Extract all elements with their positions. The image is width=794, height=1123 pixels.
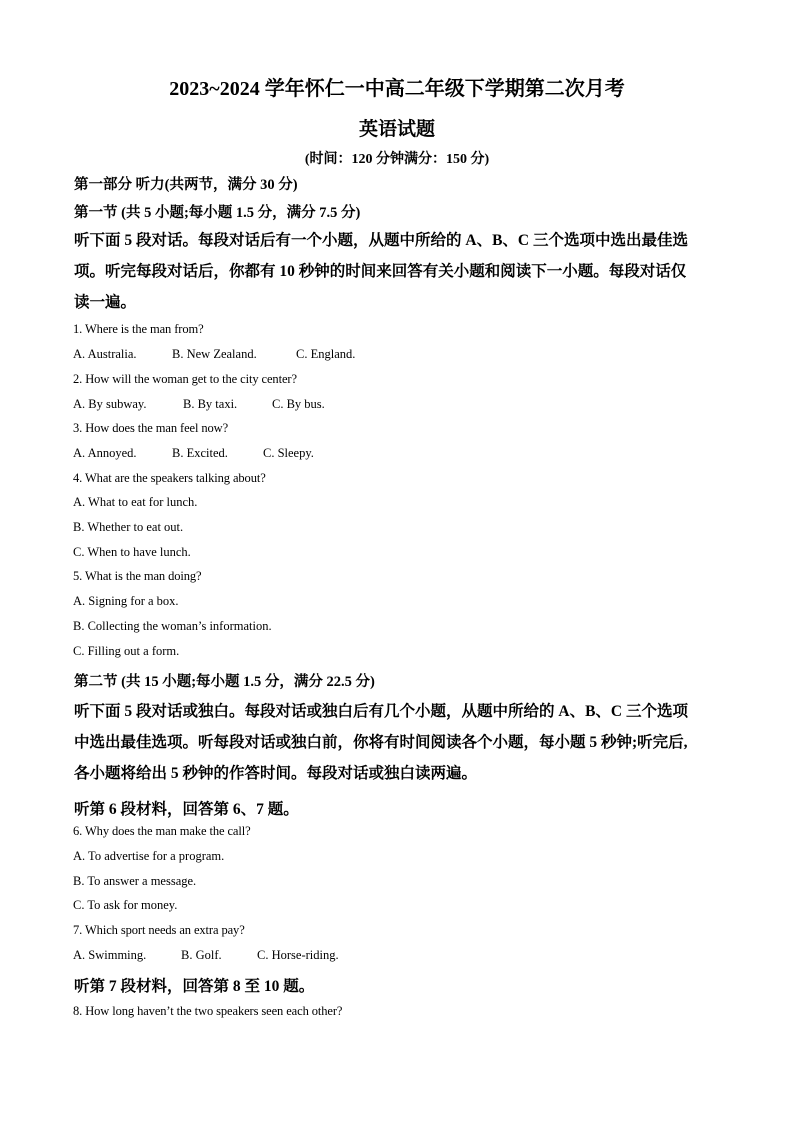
directions-line: 听下面 5 段对话或独白。每段对话或独白后有几个小题，从题中所给的 A、B、C 三个选项: [74, 703, 688, 720]
option-c: C. By bus.: [272, 397, 325, 411]
option-c: C. When to have lunch.: [73, 545, 191, 559]
option-b: B. To answer a message.: [73, 874, 197, 888]
option-c: C. Horse-riding.: [257, 948, 339, 962]
option-c: C. Filling out a form.: [73, 644, 180, 658]
question-stem: 4. What are the speakers talking about?: [73, 471, 266, 485]
section2-heading: 第二节 (共 15 小题;每小题 1.5 分，满分 22.5 分): [74, 674, 375, 690]
question-stem: 7. Which sport needs an extra pay?: [73, 923, 245, 937]
options-row: [73, 347, 355, 362]
directions-line: 中选出最佳选项。听每段对话或独白前，你将有时间阅读各个小题，每小题 5 秒钟;听完后,: [74, 734, 688, 751]
question-stem: 3. How does the man feel now?: [73, 421, 229, 435]
exam-subject: 英语试题: [358, 119, 435, 140]
options-row: [73, 446, 314, 461]
option-a: A. What to eat for lunch.: [73, 495, 198, 509]
question-stem: 6. Why does the man make the call?: [73, 824, 251, 838]
option-b: B. Excited.: [172, 446, 228, 460]
material-heading: 听第 7 段材料，回答第 8 至 10 题。: [74, 978, 315, 995]
part1-heading: 第一部分 听力(共两节，满分 30 分): [74, 177, 298, 193]
option-b: B. Golf.: [181, 948, 222, 962]
option-a: A. Swimming.: [73, 948, 147, 962]
section1-directions: [74, 225, 724, 318]
question-stem: 1. Where is the man from?: [73, 322, 204, 336]
question-stem: 5. What is the man doing?: [73, 569, 202, 583]
options-row: [73, 397, 325, 412]
section2-directions: [74, 696, 724, 789]
option-a: A. Signing for a box.: [73, 594, 179, 608]
option-c: C. England.: [296, 347, 356, 361]
directions-line: 读一遍。: [74, 294, 137, 311]
directions-line: 各小题将给出 5 秒钟的作答时间。每段对话或独白读两遍。: [74, 765, 478, 782]
option-a: A. By subway.: [73, 397, 147, 411]
option-c: C. To ask for money.: [73, 898, 178, 912]
directions-line: 听下面 5 段对话。每段对话后有一个小题，从题中所给的 A、B、C 三个选项中选出最佳选: [74, 232, 688, 249]
exam-title: 2023~2024 学年怀仁一中高二年级下学期第二次月考: [169, 78, 625, 100]
material-heading: 听第 6 段材料，回答第 6、7 题。: [74, 801, 299, 818]
option-b: B. Whether to eat out.: [73, 520, 184, 534]
question-stem: 8. How long haven’t the two speakers seen each other?: [73, 1004, 343, 1018]
option-b: B. Collecting the woman’s information.: [73, 619, 272, 633]
option-a: A. To advertise for a program.: [73, 849, 225, 863]
directions-line: 项。听完每段对话后，你都有 10 秒钟的时间来回答有关小题和阅读下一小题。每段对话仅: [74, 263, 687, 280]
options-row: [73, 948, 339, 963]
section1-heading: 第一节 (共 5 小题;每小题 1.5 分，满分 7.5 分): [74, 205, 361, 221]
option-c: C. Sleepy.: [263, 446, 314, 460]
option-a: A. Australia.: [73, 347, 137, 361]
exam-meta: (时间：120 分钟满分：150 分): [304, 152, 490, 167]
option-a: A. Annoyed.: [73, 446, 137, 460]
option-b: B. New Zealand.: [172, 347, 257, 361]
question-stem: 2. How will the woman get to the city center?: [73, 372, 297, 386]
option-b: B. By taxi.: [183, 397, 238, 411]
